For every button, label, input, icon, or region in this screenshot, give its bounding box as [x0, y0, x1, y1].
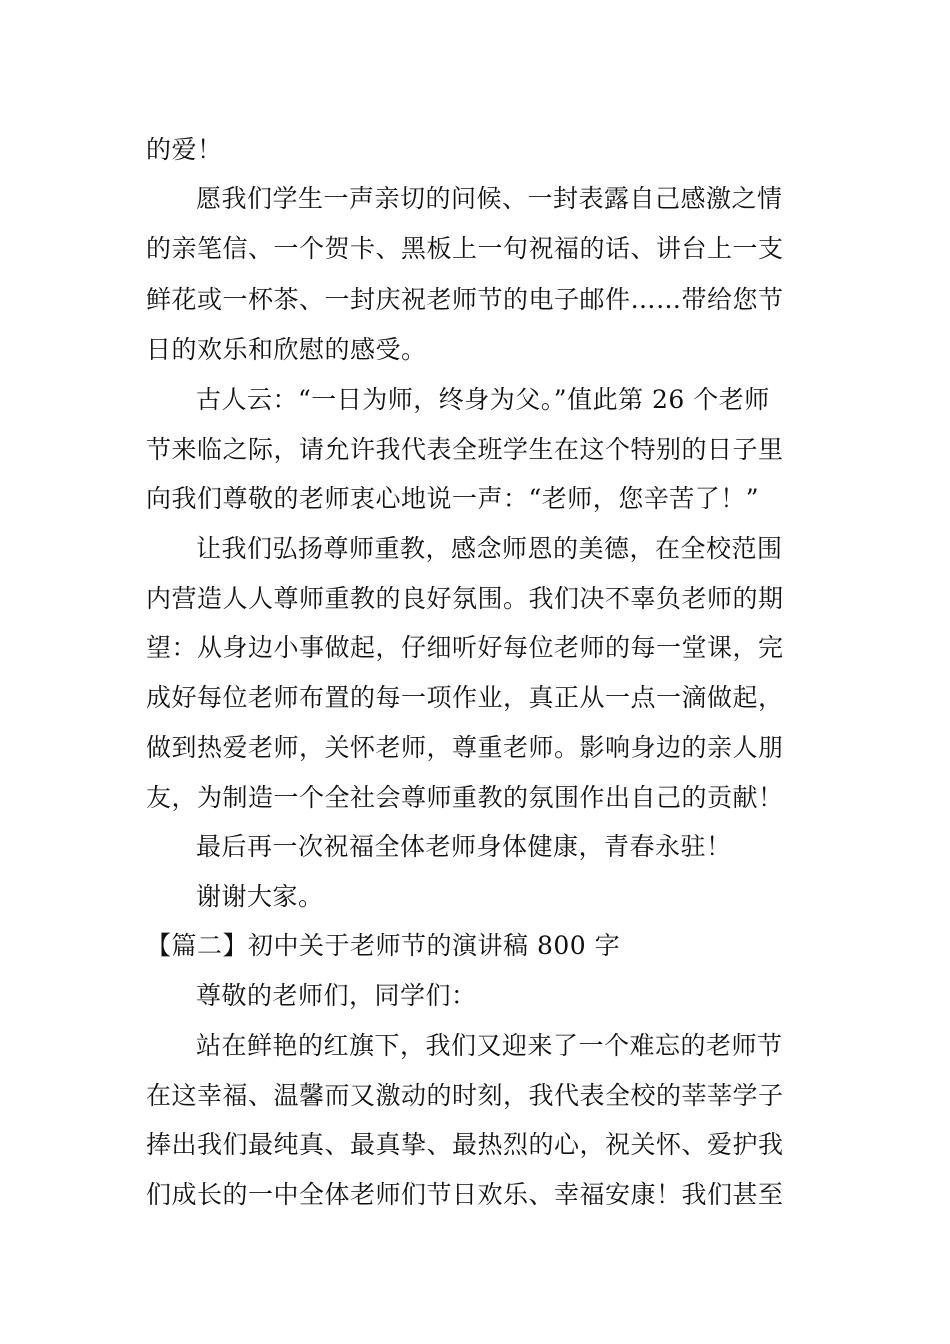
text-line: 捧出我们最纯真、最真挚、最热烈的心，祝关怀、爱护我 [146, 1130, 784, 1159]
text-line: 内营造人人尊师重教的良好氛围。我们决不辜负老师的期 [146, 584, 784, 613]
text-line: 在这幸福、温馨而又激动的时刻，我代表全校的莘莘学子 [146, 1081, 784, 1110]
text-line: 做到热爱老师，关怀老师，尊重老师。影响身边的亲人朋 [146, 733, 784, 762]
paragraph-first-line: 古人云：“一日为师，终身为父。”值此第 26 个老师 [196, 385, 770, 414]
text-line: 的亲笔信、一个贺卡、黑板上一句祝福的话、讲台上一支 [146, 234, 784, 263]
paragraph-first-line: 让我们弘扬尊师重教，感念师恩的美德，在全校范围 [196, 534, 783, 563]
text-line: 望：从身边小事做起，仔细听好每位老师的每一堂课，完 [146, 633, 784, 662]
paragraph-first-line: 愿我们学生一声亲切的问候、一封表露自己感激之情 [196, 184, 783, 213]
section-heading: 【篇二】初中关于老师节的演讲稿 800 字 [146, 931, 621, 960]
text-line: 节来临之际，请允许我代表全班学生在这个特别的日子里 [146, 435, 784, 464]
text-line: 日的欢乐和欣慰的感受。 [146, 335, 427, 364]
text-line: 的爱！ [146, 135, 223, 164]
text-line: 鲜花或一杯茶、一封庆祝老师节的电子邮件……带给您节 [146, 285, 784, 314]
salutation: 尊敬的老师们，同学们： [196, 981, 477, 1010]
paragraph-first-line: 站在鲜艳的红旗下，我们又迎来了一个难忘的老师节 [196, 1031, 783, 1060]
paragraph-first-line: 谢谢大家。 [196, 882, 324, 911]
text-line: 友，为制造一个全社会尊师重教的氛围作出自己的贡献！ [146, 783, 784, 812]
text-line: 向我们尊敬的老师衷心地说一声：“老师，您辛苦了！” [146, 484, 760, 513]
text-line: 成好每位老师布置的每一项作业，真正从一点一滴做起， [146, 683, 784, 712]
text-line: 们成长的一中全体老师们节日欢乐、幸福安康！我们甚至 [146, 1180, 784, 1209]
paragraph-first-line: 最后再一次祝福全体老师身体健康，青春永驻！ [196, 832, 732, 861]
